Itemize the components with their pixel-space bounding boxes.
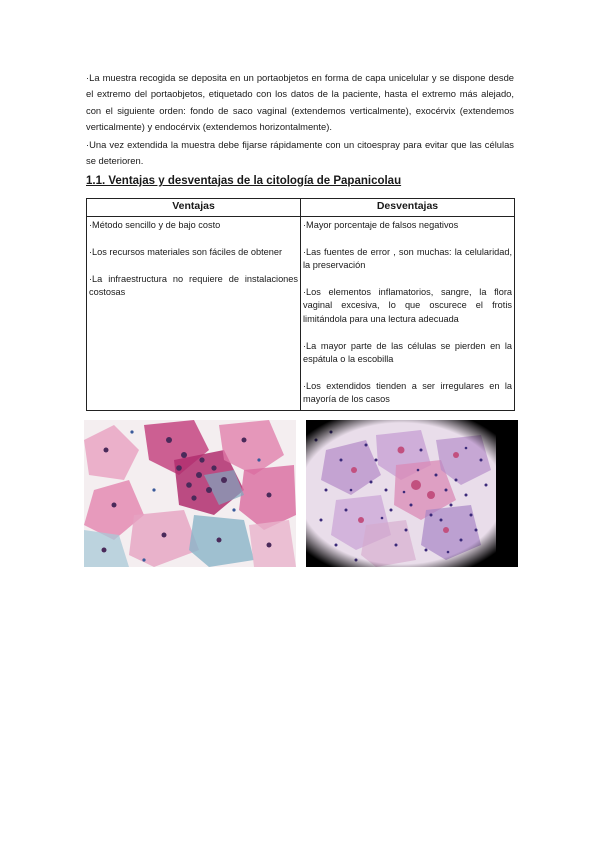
desventaja-item: ·Los extendidos tienden a ser irregulares en la mayoría de los casos [303, 380, 512, 405]
pap-smear-image-1 [84, 420, 296, 567]
paragraph-sample-deposit: ·La muestra recogida se deposita en un portaobjetos en forma de capa unicelular y se dispone desde el extremo del portaobjetos, etiquetado con los datos de la paciente, hasta el extremo más alejado, con el siguiente orden: fondo de saco vaginal (extendemos verticalmente), exocérvix (extendemos verticalmente) y endocérvix (extendemos horizontalmente). [86, 72, 514, 133]
desventaja-item: ·Mayor porcentaje de falsos negativos [303, 220, 459, 230]
header-ventajas: Ventajas [87, 199, 301, 217]
pros-cons-table [86, 198, 515, 411]
paragraph-fixation: ·Una vez extendida la muestra debe fijarse rápidamente con un citoespray para evitar que las células se deterioren. [86, 139, 514, 167]
ventaja-item: ·Método sencillo y de bajo costo [89, 220, 221, 230]
ventaja-item: ·Los recursos materiales son fáciles de obtener [89, 246, 283, 257]
desventaja-item: ·Los elementos inflamatorios, sangre, la flora vaginal excesiva, lo que oscurece el frotis limitándola para una lectura adecuada [303, 287, 512, 324]
header-desventajas: Desventajas [301, 199, 515, 217]
pap-smear-micrograph-icon [306, 420, 518, 567]
ventaja-item: ·La infraestructura no requiere de instalaciones costosas [89, 273, 298, 297]
ventajas-cell [87, 217, 301, 411]
section-heading: 1.1. Ventajas y desventajas de la citología de Papanicolau [86, 175, 402, 187]
desventajas-cell [301, 217, 515, 411]
pap-smear-micrograph-icon [84, 420, 296, 567]
pap-smear-image-2 [306, 420, 518, 567]
desventaja-item: ·Las fuentes de error , son muchas: la celularidad, la preservación [303, 246, 512, 271]
desventaja-item: ·La mayor parte de las células se pierden en la espátula o la escobilla [303, 340, 512, 365]
